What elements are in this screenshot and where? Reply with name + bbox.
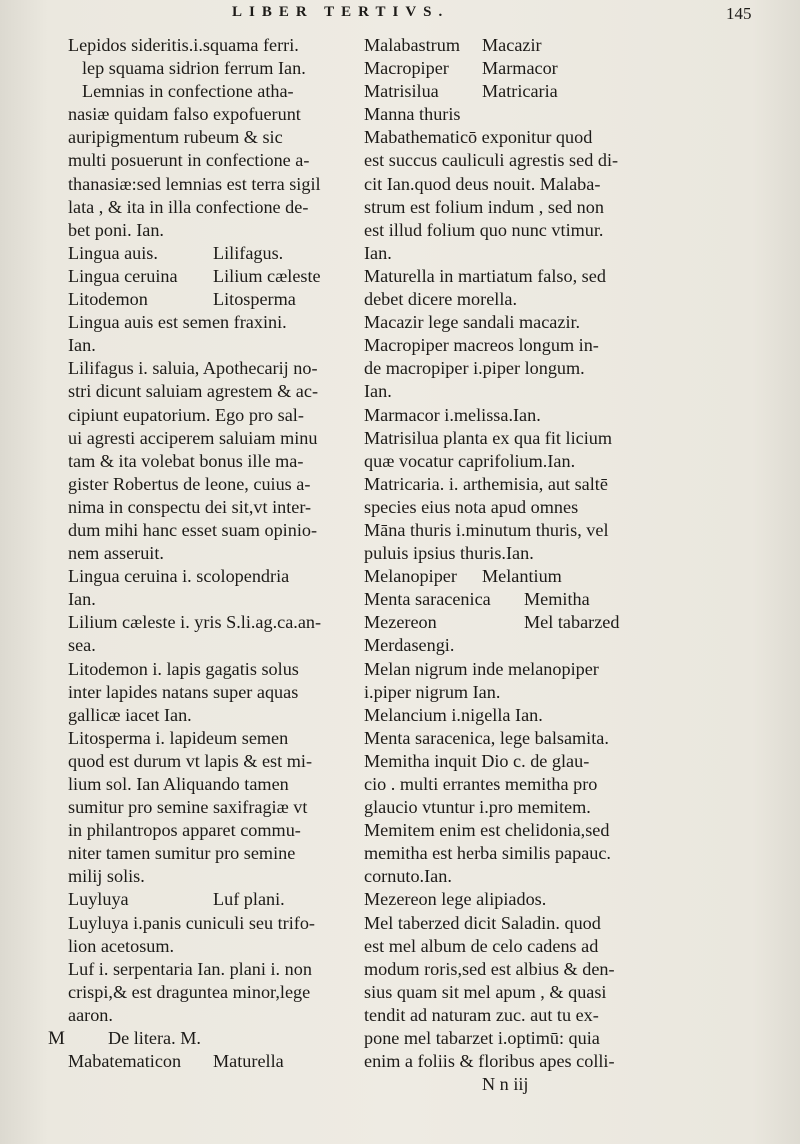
term-pair xyxy=(68,1050,358,1073)
term-pair xyxy=(364,588,746,611)
text-line: dum mihi hanc esset suam opinio- xyxy=(68,519,318,540)
term-b: Melantium xyxy=(482,566,562,587)
page-number: 145 xyxy=(726,4,752,23)
text-line: strum est folium indum , sed non xyxy=(364,196,604,217)
text-line: memitha est herba similis papauc. xyxy=(364,843,611,864)
text-line: nem asseruit. xyxy=(68,543,164,564)
text-line: Marmacor i.melissa.Ian. xyxy=(364,404,541,425)
term-b: Litosperma xyxy=(213,289,296,310)
text-line: sea. xyxy=(68,635,96,656)
term-a: Lingua auis. xyxy=(68,242,158,263)
text-line: sumitur pro semine saxifragiæ vt xyxy=(68,797,308,818)
text-line: auripigmentum rubeum & sic xyxy=(68,127,283,148)
text-line: tam & ita volebat bonus ille ma- xyxy=(68,450,304,471)
text-line: Lingua auis est semen fraxini. xyxy=(68,312,287,333)
text-line: Mel taberzed dicit Saladin. quod xyxy=(364,912,601,933)
text-line: Macazir lege sandali macazir. xyxy=(364,312,581,333)
text-line: cornuto.Ian. xyxy=(364,866,452,887)
text-line: Lepidos sideritis.i.squama ferri. xyxy=(68,35,299,55)
text-line: Maturella in martiatum falso, sed xyxy=(364,265,606,286)
text-line: enim a foliis & floribus apes colli- xyxy=(364,1051,615,1072)
text-line: Ian. xyxy=(68,589,96,610)
term-a: Mezereon xyxy=(364,612,437,633)
text-line: ui agresti acciperem saluiam minu xyxy=(68,427,318,448)
term-b: Macazir xyxy=(482,35,542,55)
text-line: inter lapides natans super aquas xyxy=(68,681,299,702)
text-line: crispi,& est draguntea minor,lege xyxy=(68,981,311,1002)
text-line: tendit ad naturam zuc. aut tu ex- xyxy=(364,1004,599,1025)
text-line: Litodemon i. lapis gagatis solus xyxy=(68,658,299,679)
section-heading xyxy=(48,1027,358,1050)
running-head: LIBER TERTIVS. xyxy=(232,4,450,20)
text-line: lium sol. Ian Aliquando tamen xyxy=(68,774,289,794)
text-line: Melancium i.nigella Ian. xyxy=(364,704,543,725)
text-line: multi posuerunt in confectione a- xyxy=(68,150,310,171)
text-line: est mel album de celo cadens ad xyxy=(364,935,599,956)
text-line: cio . multi errantes memitha pro xyxy=(364,774,598,794)
text-line: Melan nigrum inde melanopiper xyxy=(364,658,599,679)
term-pair xyxy=(364,565,746,588)
text-line: gallicæ iacet Ian. xyxy=(68,704,192,725)
term-pair xyxy=(68,888,358,911)
text-line: lata , & ita in illa confectione de- xyxy=(68,196,309,217)
text-line: sius quam sit mel apum , & quasi xyxy=(364,981,607,1002)
text-line: milij solis. xyxy=(68,866,145,887)
text-line: bet poni. Ian. xyxy=(68,219,164,240)
text-line: Menta saracenica, lege balsamita. xyxy=(364,727,609,748)
term-b: Mel tabarzed xyxy=(524,612,620,633)
text-line: nima in conspectu dei sit,vt inter- xyxy=(68,496,312,517)
section-letter: M xyxy=(48,1028,65,1050)
term-b: Marmacor xyxy=(482,58,558,79)
signature-mark: N n iij xyxy=(482,1074,529,1095)
term-pair xyxy=(68,242,358,265)
term-b: Lilium cæleste xyxy=(213,265,321,286)
text-line: thanasiæ:sed lemnias est terra sigil xyxy=(68,173,321,194)
text-line: Luyluya i.panis cuniculi seu trifo- xyxy=(68,912,315,933)
term-a: Litodemon xyxy=(68,289,148,310)
term-b: Luf plani. xyxy=(213,889,285,910)
text-line: pone mel tabarzet i.optimū: quia xyxy=(364,1028,600,1049)
text-line: glaucio vtuntur i.pro memitem. xyxy=(364,797,591,818)
text-line: Lemnias in confectione atha- xyxy=(82,81,294,102)
term-a: Matrisilua xyxy=(364,81,439,102)
text-line: nasiæ quidam falso expofuerunt xyxy=(68,104,301,125)
term-b: Memitha xyxy=(524,589,590,610)
right-column xyxy=(364,34,746,1096)
text-line: Matrisilua planta ex qua fit licium xyxy=(364,427,612,448)
text-line: Manna thuris xyxy=(364,104,461,125)
text-line: Lilifagus i. saluia, Apothecarij no- xyxy=(68,358,318,379)
term-a: Mabatematicon xyxy=(68,1051,182,1072)
text-line: Ian. xyxy=(68,335,96,356)
left-column xyxy=(48,34,358,1073)
text-line: Memitha inquit Dio c. de glau- xyxy=(364,750,590,771)
text-line: modum roris,sed est albius & den- xyxy=(364,958,615,979)
term-b: Matricaria xyxy=(482,81,558,102)
text-line: gister Robertus de leone, cuius a- xyxy=(68,473,311,494)
text-line: Mezereon lege alipiados. xyxy=(364,889,547,910)
text-line: Māna thuris i.minutum thuris, vel xyxy=(364,519,609,540)
term-b: Maturella xyxy=(213,1051,284,1072)
text-line: lion acetosum. xyxy=(68,935,175,956)
text-line: debet dicere morella. xyxy=(364,289,517,310)
section-title: De litera. M. xyxy=(108,1028,201,1049)
text-line: Mabathematicō exponitur quod xyxy=(364,127,593,148)
term-a: Melanopiper xyxy=(364,566,457,587)
term-pair xyxy=(68,265,358,288)
term-a: Lingua ceruina xyxy=(68,265,178,286)
text-line: aaron. xyxy=(68,1004,113,1025)
text-line: stri dicunt saluiam agrestem & ac- xyxy=(68,381,318,402)
text-line: Memitem enim est chelidonia,sed xyxy=(364,820,610,841)
text-line: quod est durum vt lapis & est mi- xyxy=(68,750,312,771)
text-line: puluis ipsius thuris.Ian. xyxy=(364,543,534,564)
text-line: Lingua ceruina i. scolopendria xyxy=(68,566,290,587)
text-line: Lilium cæleste i. yris S.li.ag.ca.an- xyxy=(68,612,322,633)
term-pair xyxy=(364,34,746,57)
text-line: cipiunt eupatorium. Ego pro sal- xyxy=(68,404,304,425)
text-line: Matricaria. i. arthemisia, aut saltē xyxy=(364,473,608,494)
text-line: in philantropos apparet commu- xyxy=(68,820,301,841)
text-line: Ian. xyxy=(364,242,392,263)
text-line: est succus cauliculi agrestis sed di- xyxy=(364,150,619,171)
text-line: de macropiper i.piper longum. xyxy=(364,358,585,379)
text-line: est illud folium quo nunc vtimur. xyxy=(364,219,604,240)
term-pair xyxy=(364,57,746,80)
text-line: cit Ian.quod deus nouit. Malaba- xyxy=(364,173,601,194)
text-line: Litosperma i. lapideum semen xyxy=(68,727,289,748)
text-line: Merdasengi. xyxy=(364,635,455,656)
text-line: quæ vocatur caprifolium.Ian. xyxy=(364,450,576,471)
term-b: Lilifagus. xyxy=(213,242,284,263)
text-line: i.piper nigrum Ian. xyxy=(364,681,501,702)
term-pair xyxy=(364,611,746,634)
text-line: niter tamen sumitur pro semine xyxy=(68,843,296,864)
text-line: Luf i. serpentaria Ian. plani i. non xyxy=(68,958,312,979)
term-a: Menta saracenica xyxy=(364,589,491,610)
text-line: Ian. xyxy=(364,381,392,402)
term-a: Luyluya xyxy=(68,889,129,910)
term-a: Malabastrum xyxy=(364,35,460,55)
text-line: Macropiper macreos longum in- xyxy=(364,335,599,356)
term-a: Macropiper xyxy=(364,58,449,79)
term-pair xyxy=(68,288,358,311)
text-line: species eius nota apud omnes xyxy=(364,496,579,517)
text-line: lep squama sidrion ferrum Ian. xyxy=(82,58,306,79)
term-pair xyxy=(364,80,746,103)
